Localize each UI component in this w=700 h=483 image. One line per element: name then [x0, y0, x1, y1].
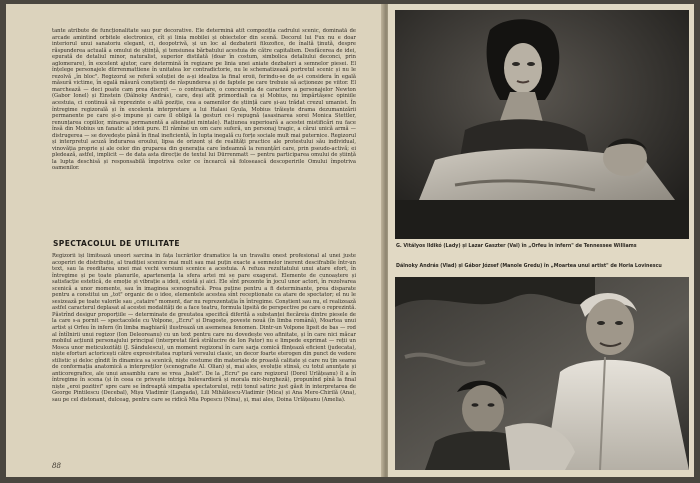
photo-orfeu-image [395, 10, 689, 239]
photo-orfeu-caption: G. Vitályos Ildikó (Lady) și Lazar Gaszter (Val) în „Orfeu în infern" de Tennessee Williams [396, 244, 637, 249]
section-title: SPECTACOLUL DE UTILITATE [53, 239, 180, 248]
theatre-photo-moartea-unui-artist [395, 277, 689, 470]
theatre-photo-orfeu [395, 10, 689, 239]
page-number: 88 [52, 462, 61, 470]
photo-artist-caption: Dálnoky András (Vlad) și Gábor József (Manole Gredu) în „Moartea unui artist" de Horia Lovinescu [396, 264, 662, 269]
article-paragraph-2: Regizorii își limitează uneori sarcina în fața lucrărilor dramatice la un travaliu onest profesional al unei juste acoperiri de distribuție, al tradiției scenice mai mult sau mai puțin exacte a semnelor inerent descifrabile într-un text, sau la reeditarea unei mai vechi versiuni scenice a acestuia. A refuza rezultatului unui atare efort, în întregime și pe toate planurile, apartenența la sfera artei mi se pare exagerat. Elemente de cunoaștere și satisfacție estetică, de emoție și vibrație a ideii, există și aici. Ele sînt prezente în jocul unor actori, în rezolvarea scenică a unor momente, sau în imaginea scenografică. Prea puține pentru a fi determinante, prea disparate pentru a constitui un „tot" organic de o idee, elementele acestea sînt receptionate ca atare de spectator; el nu le sesizează pe toate valorile sau „cataire" moment, dar nu reprezentația în întregime. Conștient sau nu, el realizează astfel caracterul deplasat al acestei modalități de a face teatru, formula lipsită de perspective pe care o reprezintă. Păstrînd desigur proporțiile — determinate de greutatea specifică diferită a substanței fiecăreia dintre piesele de la care s-a pornit — spectacolele cu Volpone, „Ecru" și Dragoste, poveste nouă (în limba română), Moartea unui artist și Orfeu în infern (în limba maghiară) ilustrează un asemenea fenomen. Dintr-un Volpone lipsit de bas — rod al întîlnirii unui regizor (Ion Deleoreanu) cu un text pentru care nu dovedește veo afinitate, și în care nici măcar mobilul acțiunii personajului principal (interpretat fără strălucire de Ion Pator) nu e limpede exprimat — reții un Mosca unor meticulozități (J. Săndulescu), un moment regizoral în care sarja comică flințează eficient (judecata), niște eforturi actoricești către expresivitatea ruptură versului clasic, un decor foarte eterogen din punct de vedere stilistic și deloc gîndit în dinamica sa scenică, niște costume din materiale de proastă calitate și care nu țin seama de conformația anatomică a interpreților (scenografie Al. Olian) și, mai ales, evoluție stinsă, cu totul anunțate și anticoregrafice, ale unui ansamblu care se vrea „balet". De la „Ecru" pe care regizorul (Dorel Urlățeanu) îl a în întregime în scena (și în ceea ce privește intriga bulevardieră și morala mic-burgheză), propunînd pînă la final niște „eroi pozitivi" spre care se îndreaptă simpatia spectatorului, reții tonul satiric just găsit în interpretarea de George Pintilescu (Decebal), Mișu Vladimir (Langada), Lili Mihăilescu-Vladimir (Mica) și Ana Mere-Chirilă (Ana), sau pe cel distonant, dulceag, pentru care se ridică Mia Popescu (Nina), și, mai ales, Doina Urlățeanu (Amelia). [52, 253, 356, 404]
article-paragraph-1: tante atribute de funcționalitate sau pur decorative. Ele determină atît compoziția cadrului scenic, dominată de arcade amintind orbitele electronice, cît și linia mobilei și obiectelor din scenă. Decorul lui Fux nu e doar interiorul unui sanatoriu elegant, ci, deopotrivă, și un loc al dezbaterii filozofice, de înaltă ținută, despre răspunderea actuală a omului de știință, și tensiunea bărbatului acestuia de către capitalism. Desfăcerea de idei, epurată de detaliul minor, naturalist, superior distilată (doar în costum, simbolica detaliului deconci, prin aglomerare), în excelent ajutor, care determină în regizare pe linia unei aniate dezbateri a semnelor piesei. El înțelege personajele dürrenmattiene în unitatea lor contradictorie, nu le schematizează portretul scenic și nu le rezolvă „în bloc". Regizorul se referă soluției de a-și idealiza la final eroii, ferindu-se de a-i considera în egală măsură victime, în egală măsură conștienți de răspunderea și de faptele pe care trebuie să acționeze pe viitor. El marchează — deci poate cam prea discret — o contrastare, o concurența de caractere a personajelor Newton (Gabor Ionel) și Einstein (Dálnoky András), care, deși atît primordiali ca și Mobius, nu împărtășesc opiniile acestuia, ci continuă să reprezinte o altă poziție, cea a oamenilor de știință care și-au trădat crezul umanist. În întregime regizorală și în excelenta interpretare a lui Halasi Gyula, Mobius trăiește drama dezumanizării permanente pe care și-o impune și care îl obligă la gesturi ce-i repugnă (asasinarea sorei Monica Stettler, renunțarea copiilor, minarea permanentă a alienației mintale). Rațiunea superioară a acestei mistificări nu face însă din Mobius un fanatic al ideii pure. El rămîne un om care suferă, un personaj tragic, a cărui unică armă — distrugerea — se dovedește până în final ineficientă, în lupta inegală cu forțe sociale mult mai puternice. Regizorul și interpretul acuză îndurarea eroului, lipsa de orizont și de realități practice ale protestului său individual, vinovăția proprie și ale celor din gruparea din generația care îndeamnă la renunțări care, prin pseudo-activă; ei pledează, astfel, implicit — de data asta direcție de textul lui Dürrenmatt — pentru participarea omului de știință la lupta deschisă și responsabilă împotriva celor ce încearcă să folosească descoperirile Omului împotriva oamenilor. [52, 28, 356, 172]
photo-artist-image [395, 277, 689, 470]
